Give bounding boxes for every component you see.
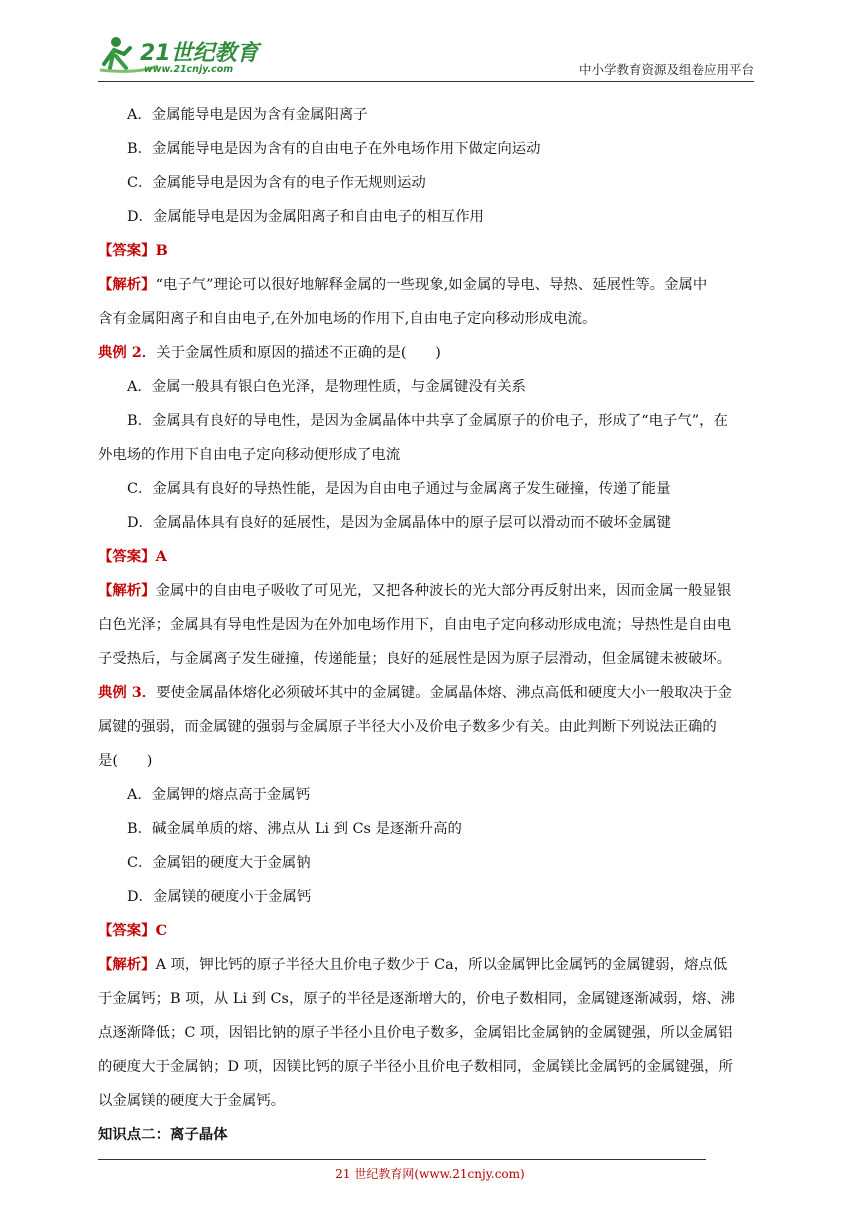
- option-d: D．金属能导电是因为金属阳离子和自由电子的相互作用: [127, 209, 484, 225]
- answer-value: B: [155, 242, 168, 259]
- analysis-text-continued: 以金属镁的硬度大于金属钙。: [98, 1093, 286, 1109]
- example-question: 要使金属晶体熔化必须破坏其中的金属键。金属晶体熔、沸点高低和硬度大小一般取决于金: [156, 685, 732, 701]
- example-2-question: [98, 336, 762, 370]
- answer-label: 【答案】: [98, 548, 156, 565]
- analysis-line: [98, 574, 762, 608]
- example-3-option-c: C．金属铝的硬度大于金属钠: [127, 855, 311, 871]
- logo: [98, 34, 268, 78]
- example-label: 典例 2．: [98, 344, 157, 361]
- example-question: 关于金属性质和原因的描述不正确的是( ): [156, 345, 441, 361]
- analysis-text: A 项，钾比钙的原子半径大且价电子数少于 Ca，所以金属钾比金属钙的金属键弱，熔点低: [155, 957, 728, 973]
- header-divider: [98, 81, 754, 82]
- example-3-question-continued: 是( ): [98, 753, 153, 769]
- analysis-text-continued: 的硬度大于金属钠；D 项，因镁比钙的原子半径小且价电子数相同，金属镁比金属钙的金属键强，所: [98, 1059, 733, 1075]
- footer-link[interactable]: 21 世纪教育网(www.21cnjy.com): [335, 1167, 525, 1181]
- example-2-option-c: C．金属具有良好的导热性能，是因为自由电子通过与金属离子发生碰撞，传递了能量: [127, 481, 671, 497]
- example-3-option-b: B．碱金属单质的熔、沸点从 Li 到 Cs 是逐渐升高的: [127, 821, 462, 837]
- page-header: [98, 30, 754, 80]
- analysis-text-continued: 点逐渐降低；C 项，因铝比钠的原子半径小且价电子数多，金属铝比金属钠的金属键强，所以金属铝: [98, 1025, 733, 1041]
- example-3-question-continued: 属键的强弱，而金属键的强弱与金属原子半径大小及价电子数多少有关。由此判断下列说法正确的: [98, 719, 717, 735]
- answer-line: [98, 234, 762, 268]
- answer-label: 【答案】: [98, 922, 156, 939]
- document-body: [98, 98, 762, 1152]
- answer-value: C: [155, 922, 168, 939]
- example-3-option-a: A．金属钾的熔点高于金属钙: [127, 787, 311, 803]
- example-2-option-b: B．金属具有良好的导电性，是因为金属晶体中共享了金属原子的价电子，形成了“电子气”，在: [127, 413, 728, 429]
- logo-title: 21世纪教育: [140, 41, 259, 66]
- analysis-text-continued: 子受热后，与金属离子发生碰撞，传递能量；良好的延展性是因为原子层滑动，但金属键未被破坏。: [98, 651, 732, 667]
- analysis-label: 【解析】: [98, 582, 156, 599]
- analysis-text-continued: 白色光泽；金属具有导电性是因为在外加电场作用下，自由电子定向移动形成电流；导热性是自由电: [98, 617, 732, 633]
- analysis-label: 【解析】: [98, 956, 156, 973]
- analysis-label: 【解析】: [98, 276, 156, 293]
- answer-line: [98, 914, 762, 948]
- example-label: 典例 3．: [98, 684, 157, 701]
- analysis-line: [98, 268, 762, 302]
- option-b: B．金属能导电是因为含有的自由电子在外电场作用下做定向运动: [127, 141, 541, 157]
- answer-label: 【答案】: [98, 242, 156, 259]
- section-title: 知识点二：离子晶体: [98, 1126, 228, 1143]
- answer-value: A: [155, 548, 167, 565]
- analysis-text: 金属中的自由电子吸收了可见光，又把各种波长的光大部分再反射出来，因而金属一般显银: [155, 583, 732, 599]
- analysis-line: [98, 948, 762, 982]
- analysis-text: “电子气”理论可以很好地解释金属的一些现象,如金属的导电、导热、延展性等。金属中: [155, 277, 708, 293]
- option-c: C．金属能导电是因为含有的电子作无规则运动: [127, 175, 426, 191]
- example-3-option-d: D．金属镁的硬度小于金属钙: [127, 889, 312, 905]
- example-3-question: [98, 676, 762, 710]
- answer-line: [98, 540, 762, 574]
- example-2-option-a: A．金属一般具有银白色光泽，是物理性质，与金属键没有关系: [127, 379, 526, 395]
- example-2-option-b-continued: 外电场的作用下自由电子定向移动便形成了电流: [98, 447, 401, 463]
- analysis-text-continued: 于金属钙；B 项，从 Li 到 Cs，原子的半径是逐渐增大的，价电子数相同，金属键逐渐减弱，熔、沸: [98, 991, 736, 1007]
- analysis-text-continued: 含有金属阳离子和自由电子,在外加电场的作用下,自由电子定向移动形成电流。: [98, 311, 597, 327]
- header-platform-name: 中小学教育资源及组卷应用平台: [578, 62, 754, 77]
- example-2-option-d: D．金属晶体具有良好的延展性，是因为金属晶体中的原子层可以滑动而不破坏金属键: [127, 515, 671, 531]
- logo-url: www.21cnjy.com: [144, 64, 234, 75]
- option-a: A．金属能导电是因为含有金属阳离子: [127, 107, 368, 123]
- footer-divider: [98, 1159, 706, 1160]
